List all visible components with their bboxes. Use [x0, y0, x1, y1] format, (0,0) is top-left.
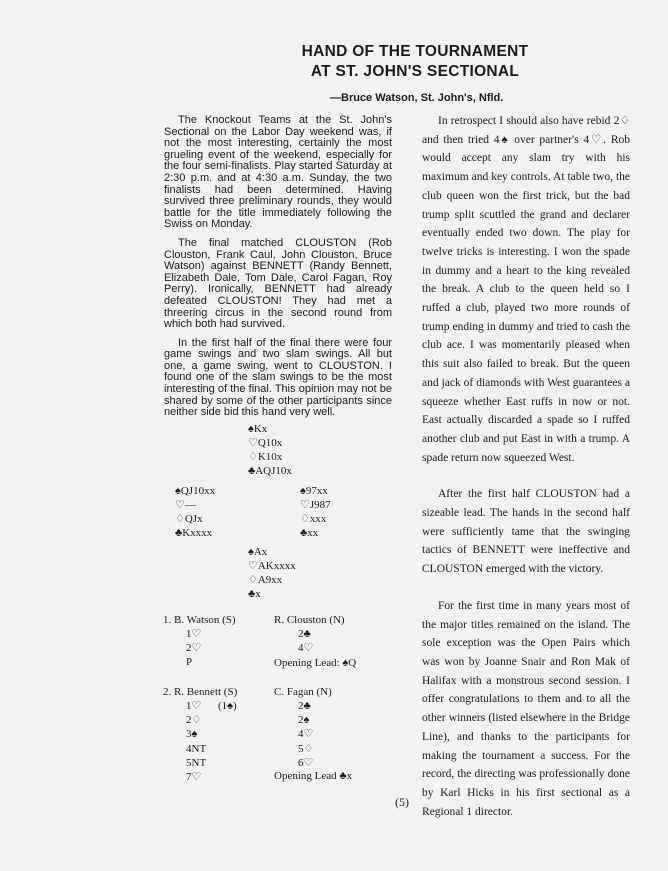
bid: 2♡ [186, 642, 202, 655]
left-paragraph: The final matched CLOUSTON (Rob Clouston, Frank Caul, John Clouston, Bruce Watson) against BENNETT (Randy Bennett, Elizabeth Dale, Tom Dale, Carol Fagan, Roy Perry). Ironically, BENNETT had already defeated CLOUSTON! They had met a threering circus in the second round from which both had survived. [164, 236, 392, 331]
bid: P [186, 656, 193, 669]
bid: 1♡ [186, 628, 202, 640]
page-number: (5) [395, 795, 409, 809]
bid: 1♡ [186, 700, 202, 712]
bid: 5♢ [298, 742, 314, 755]
north-spades: ♠Kx [248, 423, 268, 435]
auction-2-interference-bid: (1♠) [218, 700, 237, 712]
auction-1-south-bids [186, 627, 201, 670]
west-hand [175, 484, 215, 540]
title-line-1: HAND OF THE TOURNAMENT [301, 43, 529, 60]
right-column [422, 112, 630, 821]
bid: 4♡ [298, 728, 314, 741]
south-hand [248, 545, 296, 601]
auction-2-north-bids [298, 699, 313, 770]
north-clubs: ♣AQJ10x [248, 465, 292, 477]
bid: 4♡ [298, 642, 314, 655]
auction-2-partner: C. Fagan (N) [274, 686, 332, 698]
auction-1-label: 1. B. Watson (S) [163, 614, 236, 626]
auction-1-north-bids [298, 627, 313, 655]
east-hand [300, 484, 331, 540]
east-diamonds: ♢xxx [300, 513, 327, 525]
south-diamonds: ♢A9xx [248, 574, 283, 586]
north-hand [248, 422, 292, 478]
auction-2-south-bids [186, 699, 206, 784]
north-hearts: ♡Q10x [248, 437, 283, 449]
left-column [164, 115, 392, 426]
article-title [200, 42, 630, 82]
auction-1-opening-lead: Opening Lead: ♠Q [274, 657, 357, 669]
auction-2-opening-lead: Opening Lead ♣x [274, 770, 353, 782]
west-hearts: ♡— [175, 499, 196, 511]
bid: 3♠ [186, 728, 198, 741]
bid: 2♢ [186, 714, 202, 727]
south-clubs: ♣x [248, 588, 261, 600]
bid: 5NT [186, 756, 207, 769]
bid: 7♡ [186, 771, 202, 784]
west-clubs: ♣Kxxxx [175, 527, 213, 539]
left-paragraph: In the first half of the final there were four game swings and two slam swings. All but one, a game swing, went to CLOUSTON. I found one of the slam swings to be the most interesting of the final. This opinion may not be shared by some of the other participants since neither side bid this hand very well. [164, 336, 392, 419]
bid: 4NT [186, 742, 207, 755]
auction-1-partner: R. Clouston (N) [274, 614, 345, 626]
title-line-2: AT ST. JOHN'S SECTIONAL [310, 63, 520, 80]
north-diamonds: ♢K10x [248, 451, 283, 463]
bid: 2♠ [298, 714, 310, 727]
byline: —Bruce Watson, St. John's, Nfld. [330, 92, 504, 104]
east-clubs: ♣xx [300, 527, 319, 539]
right-paragraph: After the first half CLOUSTON had a sizeable lead. The hands in the second half were sufficiently tame that the swinging tactics of BENNETT were ineffective and CLOUSTON emerged with the victory. [422, 488, 630, 576]
right-paragraph: In retrospect I should also have rebid 2♢ and then tried 4♠ over partner's 4♡. Rob would accept any slam try with his maximum and key controls. At table two, the club queen won the first trick, but the bad trump split scuttled the grand and declarer eventually ended two down. The play for twelve tricks is interesting. I won the spade in dummy and a heart to the king revealed the break. A club to the queen held so I ruffed a club, played two more rounds of trump ending in dummy and tried to cash the club ace. I was momentarily pleased when this suit also failed to break. But the queen and jack of diamonds with West guarantees a squeeze whether East ruffs in now or not. East actually discarded a spade so I ruffed another club and put East in with a trump. A spade return now squeezed West. [422, 115, 630, 464]
bid: 2♣ [298, 700, 311, 712]
bid: 6♡ [298, 756, 314, 769]
auction-2-label: 2. R. Bennett (S) [163, 686, 238, 698]
east-hearts: ♡J987 [300, 499, 331, 511]
west-diamonds: ♢QJx [175, 513, 203, 525]
right-paragraph: For the first time in many years most of the major titles remained on the island. The sole exception was the Open Pairs which was won by Joanne Snair and Ron Mak of Halifax with a monstrous second session. I offer congratulations to them and to all the other winners (listed elsewhere in the Bridge Line), and thanks to the participants for making the tournament a success. For the record, the directing was professionally done by Karl Hicks in his first sectional as a Regional 1 director. [422, 599, 630, 818]
east-spades: ♠97xx [300, 485, 328, 497]
left-paragraph: The Knockout Teams at the St. John's Sectional on the Labor Day weekend was, if not the most interesting, certainly the most grueling event of the weekend, especially for the four semi-finalists. Play started Saturday at 2:30 p.m. and at 4:30 a.m. Sunday, the two finalists had been determined. Having survived three preliminary rounds, they would battle for the title immediately following the Swiss on Monday. [164, 114, 392, 231]
south-hearts: ♡AKxxxx [248, 560, 296, 572]
south-spades: ♠Ax [248, 546, 268, 558]
bid: 2♣ [298, 628, 311, 640]
west-spades: ♠QJ10xx [175, 485, 216, 497]
